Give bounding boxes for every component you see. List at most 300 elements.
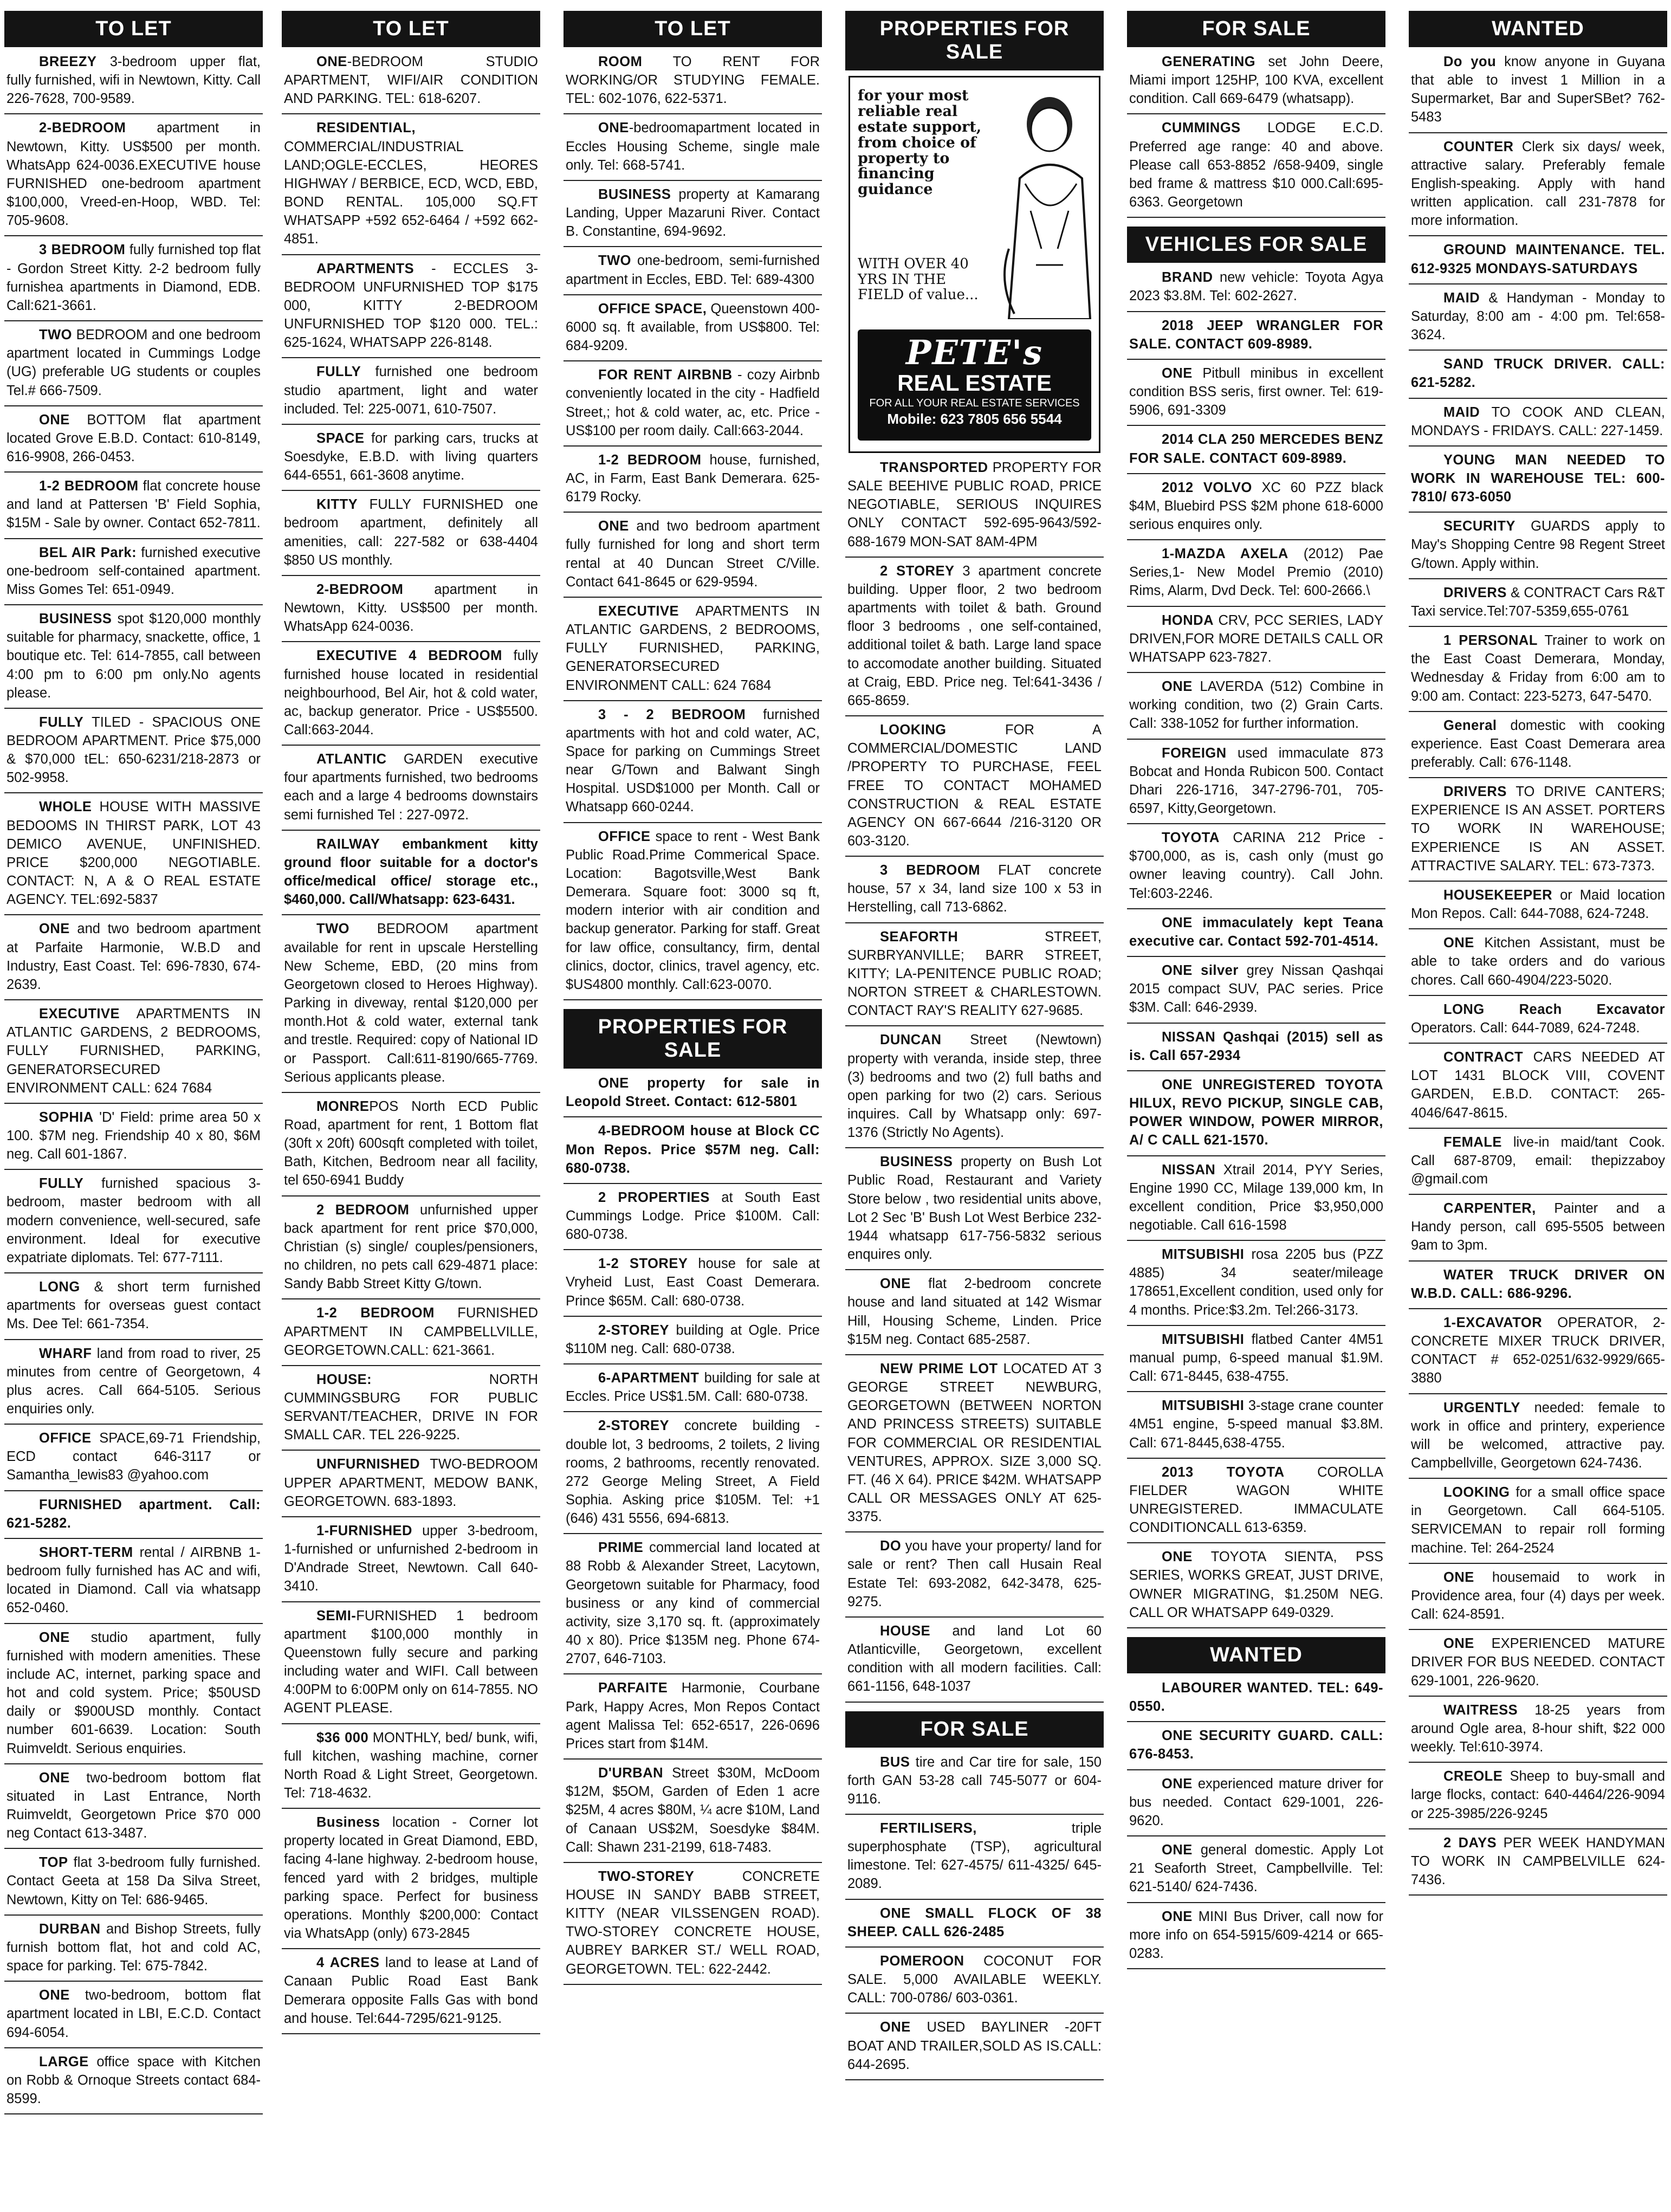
classified-ad bbox=[845, 1153, 1104, 1270]
ad-lead: BUS bbox=[880, 1754, 910, 1770]
ad-body: and two bedroom apartment fully furnished for long and short term rental at 40 Duncan Street C/Ville. Contact 641-8645 or 629-9594. bbox=[566, 519, 820, 590]
ad-body: set John Deere, Miami import 125HP, 100 KVA, excellent condition. Call 669-6479 (whatsapp). bbox=[1129, 54, 1383, 107]
ad-lead: FULLY bbox=[316, 364, 361, 380]
ad-lead: BRAND bbox=[1162, 270, 1213, 286]
classified-ad bbox=[1127, 53, 1385, 114]
ad-lead: 3 BEDROOM bbox=[880, 863, 980, 878]
ad-lead: YOUNG MAN NEEDED TO WORK IN WAREHOUSE TEL: 600-7810/ 673-6050 bbox=[1411, 452, 1665, 505]
ad-body: studio apartment, fully furnished with modern amenities. These include AC, internet, parking space and hot and cold system. Price; $50USD daily or $900USD monthly. Contact number 601-6639. Location: South Ruimveldt. Serious enquiries. bbox=[7, 1629, 261, 1756]
classified-ad bbox=[4, 1174, 263, 1273]
classified-ad bbox=[1409, 1314, 1667, 1394]
ad-body: CRV, PCC SERIES, LADY DRIVEN,FOR MORE DETAILS CALL OR WHATSAPP 623-7827. bbox=[1129, 612, 1383, 665]
ad-body: STREET, SURBRYANVILLE; BARR STREET, KITTY; LA-PENITENCE PUBLIC ROAD; NORTON STREET & CHARLESTOWN. CONTACT RAY'S REALITY 627-9685. bbox=[847, 929, 1102, 1019]
classified-ad bbox=[282, 1954, 540, 2034]
classified-ad bbox=[4, 1853, 263, 1915]
ad-body: 18-25 years from around Ogle area, 8-hour shift, $22 000 weekly. Tel:610-3974. bbox=[1411, 1702, 1665, 1755]
classified-ad bbox=[1127, 829, 1385, 909]
ad-body: land to lease at Land of Canaan Public Road East Bank Demerara opposite Falls Gas with bond and house. Tel:644-7295/621-9125. bbox=[284, 1955, 538, 2026]
ad-body: office space with Kitchen on Robb & Ornoque Streets contact 684-8599. bbox=[7, 2054, 261, 2106]
ad-body: POS North ECD Public Road, apartment for rent, 1 Bottom flat (30ft x 20ft) 600sqft completed with toilet, Bath, Kitchen, Bedroom near all facility, tel 650-6941 Buddy bbox=[284, 1098, 538, 1188]
ad-lead: FOR RENT AIRBNB bbox=[598, 367, 733, 383]
ad-body: TILED - SPACIOUS ONE BEDROOM APARTMENT. Price $75,000 & $70,000 tEL: 650-6231/218-2873 or 502-9958. bbox=[7, 714, 261, 786]
classified-ad bbox=[4, 2053, 263, 2114]
ad-body: TO COOK AND CLEAN, MONDAYS - FRIDAYS. CALL: 227-1459. bbox=[1411, 404, 1665, 438]
ad-lead: URGENTLY bbox=[1443, 1400, 1520, 1415]
ad-body: one-bedroom, semi-furnished apartment in Eccles, EBD. Tel: 689-4300 bbox=[566, 253, 820, 287]
classified-ad bbox=[1127, 1330, 1385, 1392]
ad-body: flatbed Canter 4M51 manual pump, 6-speed manual $1.9M. Call: 671-8445, 638-4755. bbox=[1129, 1331, 1383, 1385]
ad-lead: 2-STOREY bbox=[598, 1418, 670, 1434]
ad-body: TOYOTA SIENTA, PSS SERIES, WORKS GREAT, JUST DRIVE, OWNER MIGRATING, $1.250M NEG. CALL OR WHATSAPP 649-0329. bbox=[1129, 1549, 1383, 1620]
classified-ad bbox=[1409, 1834, 1667, 1896]
ad-body: NORTH CUMMINGSBURG FOR PUBLIC SERVANT/TEACHER, DRIVE IN FOR SMALL CAR. TEL 226-9225. bbox=[284, 1372, 538, 1443]
ad-lead: TOYOTA bbox=[1162, 830, 1220, 846]
ad-body: BEDROOM and one bedroom apartment located in Cummings Lodge (UG) preferable UG students or couples Tel.# 666-7509. bbox=[7, 327, 261, 398]
ad-body: GUARDS apply to May's Shopping Centre 98 Regent Street G/town. Apply within. bbox=[1411, 519, 1665, 571]
ad-body: MONTHLY, bed/ bunk, wifi, full kitchen, washing machine, corner North Road & Light Street, Georgetown. Tel: 718-4632. bbox=[284, 1730, 538, 1801]
ad-body: 3-stage crane counter 4M51 engine, 5-speed manual $3.8M. Call: 671-8445,638-4755. bbox=[1129, 1398, 1383, 1451]
ad-lead: WHOLE bbox=[39, 799, 92, 815]
ad-lead: COUNTER bbox=[1443, 139, 1514, 154]
ad-body: TO RENT FOR WORKING/OR STUDYING FEMALE. TEL: 602-1076, 622-5371. bbox=[566, 54, 820, 107]
ad-lead: 2 BEDROOM bbox=[316, 1202, 410, 1218]
classified-ad bbox=[1409, 1000, 1667, 1044]
classified-ad bbox=[1127, 119, 1385, 218]
ad-lead: POMEROON bbox=[880, 1953, 964, 1969]
ad-lead: SEMI- bbox=[316, 1608, 357, 1624]
ad-body: embankment kitty ground floor suitable for a doctor's office/medical office/ storage etc., $460,000. Call/Whatsapp: 623-6431. bbox=[284, 836, 538, 908]
ad-lead: ONE bbox=[39, 1770, 70, 1786]
ad-body: 3 apartment concrete building. Upper floor, 2 two bedroom apartments with toilet & bath. Ground floor 3 bedrooms , one self-contained, additional toilet & bath. Large land space to accomodate another building. Situated at Craig, EBD. Price neg. Tel:641-3436 / 665-8659. bbox=[847, 563, 1102, 708]
classified-ad bbox=[845, 1753, 1104, 1815]
ad-lead: OFFICE bbox=[598, 829, 651, 844]
classified-ad bbox=[1127, 1841, 1385, 1903]
classified-ad bbox=[845, 1360, 1104, 1532]
ad-lead: LARGE bbox=[39, 2054, 89, 2069]
ad-body: -BEDROOM STUDIO APARTMENT, WIFI/AIR CONDITION AND PARKING. TEL: 618-6207. bbox=[284, 54, 538, 107]
classified-ad bbox=[282, 1304, 540, 1366]
classified-ad bbox=[1409, 934, 1667, 995]
ad-lead: TWO-STOREY bbox=[598, 1868, 695, 1884]
ad-lead: 2014 CLA 250 MERCEDES BENZ FOR SALE. CONTACT 609-8989. bbox=[1129, 432, 1383, 466]
ad-lead: ONE bbox=[598, 519, 629, 534]
ad-lead: HONDA bbox=[1162, 612, 1214, 628]
ad-body: Painter and a Handy person, call 695-5505 between 9am to 3pm. bbox=[1411, 1201, 1665, 1253]
classified-ad bbox=[564, 1417, 822, 1534]
ad-lead: SOPHIA bbox=[39, 1109, 94, 1125]
classified-ad bbox=[564, 1321, 822, 1364]
ad-body: Xtrail 2014, PYY Series, Engine 1990 CC, Milage 139,000 km, In excellent condition, Price $3,950,000 negotiable. Call 616-1598 bbox=[1129, 1162, 1383, 1233]
ad-body: FURNISHED 1 bedroom apartment $100,000 monthly in Queenstown fully secure and parking including water and WIFI. Call between 4:00PM to 6:00PM only on 614-7855. NO AGENT PLEASE. bbox=[284, 1608, 538, 1716]
classified-ad bbox=[564, 602, 822, 701]
classified-ad bbox=[845, 458, 1104, 558]
ad-lead: 2012 VOLVO bbox=[1162, 480, 1252, 495]
ad-lead: ONE bbox=[1443, 935, 1474, 951]
ad-body: 'D' Field: prime area 50 x 100. $7M neg. Friendship 40 x 80, $6M neg. Call 601-1867. bbox=[7, 1109, 261, 1162]
classified-ad bbox=[282, 646, 540, 746]
ad-lead: 1-MAZDA AXELA bbox=[1162, 546, 1288, 562]
column-1 bbox=[4, 11, 263, 2203]
ad-lead: FURNISHED apartment. Call: 621-5282. bbox=[7, 1497, 261, 1531]
ad-lead: CARPENTER, bbox=[1443, 1201, 1536, 1217]
ad-body: fully furnished top flat - Gordon Street Kitty. 2-2 bedroom fully furnishea apartments in Diamond, EDB. Call:621-3661. bbox=[7, 242, 261, 313]
ad-body: & short term furnished apartments for overseas guest contact Ms. Dee Tel: 661-7354. bbox=[7, 1279, 261, 1332]
classified-ad bbox=[1127, 1726, 1385, 1770]
ad-lead: SEAFORTH bbox=[880, 929, 958, 945]
classified-ad bbox=[4, 1005, 263, 1104]
ad-lead: HOUSE: bbox=[316, 1372, 372, 1387]
ad-lead: 1-FURNISHED bbox=[316, 1523, 412, 1538]
ad-lead: KITTY bbox=[316, 497, 358, 513]
ad-lead: LONG bbox=[39, 1279, 80, 1295]
ad-body: MINI Bus Driver, call now for more info on 654-5915/609-4214 or 665-0283. bbox=[1129, 1909, 1383, 1961]
ad-body: - cozy Airbnb conveniently located in the city - Hadfield Street,; hot & cold water, ac, etc. Price - US$100 per room daily. Call:663-2044. bbox=[566, 367, 820, 438]
ad-lead: 2018 JEEP WRANGLER FOR SALE. CONTACT 609-8989. bbox=[1129, 318, 1383, 352]
ad-body: used immaculate 873 Bobcat and Honda Rubicon 500. Contact Dhari 226-1716, 347-2796-701, 705-6597, Kitty,Georgetown. bbox=[1129, 745, 1383, 816]
ad-lead: ONE SMALL FLOCK OF 38 SHEEP. CALL 626-2485 bbox=[847, 1905, 1102, 1939]
classified-ad bbox=[845, 1537, 1104, 1618]
ad-body: furnished executive one-bedroom self-contained apartment. Miss Gomes Tel: 651-0949. bbox=[7, 545, 261, 597]
ad-body: and land Lot 60 Atlanticville, Georgetown, excellent condition with all modern facilities. Call: 661-1156, 648-1037 bbox=[847, 1623, 1102, 1694]
ad-body: rental / AIRBNB 1-bedroom fully furnished has AC and wifi, located in Diamond. Call via whatsapp 652-0460. bbox=[7, 1544, 261, 1616]
ad-lead: ONE silver bbox=[1162, 963, 1239, 979]
classified-ad bbox=[564, 300, 822, 361]
section-header: PROPERTIES FOR SALE bbox=[564, 1009, 822, 1069]
ad-lead: 1-2 BEDROOM bbox=[598, 452, 702, 468]
ad-lead: LOOKING bbox=[1443, 1485, 1510, 1500]
ad-body: you have your property/ land for sale or rent? Then call Husain Real Estate Tel: 693-2082, 642-3478, 625-9275. bbox=[847, 1538, 1102, 1609]
ad-body: spot $120,000 monthly suitable for pharmacy, snackette, office, 1 boutique etc. Tel: 614-7855, call between 4:00 pm to 6:00 pm only.No agents please. bbox=[7, 611, 261, 701]
classified-ad bbox=[564, 451, 822, 513]
ad-lead: ROOM bbox=[598, 54, 643, 69]
classified-ad bbox=[845, 1952, 1104, 2014]
classified-ad bbox=[1127, 1907, 1385, 1969]
ad-lead: ONE bbox=[880, 1276, 911, 1292]
ad-lead: 4-BEDROOM house at Block CC Mon Repos. Price $57M neg. Call: 680-0738. bbox=[566, 1123, 820, 1176]
ad-body: FLAT concrete house, 57 x 34, land size 100 x 53 in Herstelling, call 713-6862. bbox=[847, 863, 1102, 915]
ad-lead: 1 PERSONAL bbox=[1443, 633, 1538, 649]
ad-body: Kitchen Assistant, must be able to take orders and do various chores. Call 660-4904/223-5020. bbox=[1411, 935, 1665, 988]
ad-lead: ATLANTIC bbox=[316, 752, 387, 767]
ad-lead: General bbox=[1443, 717, 1497, 733]
ad-body: TO DRIVE CANTERS; EXPERIENCE IS AN ASSET. PORTERS TO WORK IN WAREHOUSE; EXPERIENCE IS AN ASSET. ATTRACTIVE SALARY. TEL: 673-7373. bbox=[1411, 784, 1665, 874]
classified-ad bbox=[1409, 1266, 1667, 1309]
classified-ad bbox=[1409, 517, 1667, 579]
classified-ad bbox=[1409, 1133, 1667, 1195]
ad-body: furnished apartments with hot and cold water, AC, Space for parking on Cummings Street near G/Town and Balwant Singh Hospital. USD$1000 per Month. Call or Whatsapp 660-0244. bbox=[566, 707, 820, 815]
ad-lead: WAITRESS bbox=[1443, 1702, 1518, 1718]
classified-ad bbox=[564, 1074, 822, 1117]
ad-lead: UNFURNISHED bbox=[316, 1457, 420, 1472]
section-header: FOR SALE bbox=[845, 1711, 1104, 1748]
ad-body: location - Corner lot property located in Great Diamond, EBD, facing 4-lane highway. 2-bedroom house, fenced yard with 2 bridges, multiple parking space. Perfect for business operations. Monthly $200,000: Contact via WhatsApp (only) 673-2845 bbox=[284, 1815, 538, 1942]
ad-body: CARS NEEDED AT LOT 1431 BLOCK VIII, COVENT GARDEN, E.B.D. CONTACT: 265-4046/647-8615. bbox=[1411, 1050, 1665, 1121]
classified-ad bbox=[564, 1679, 822, 1760]
ad-lead: RESIDENTIAL, bbox=[316, 120, 416, 136]
ad-lead: FULLY bbox=[39, 1176, 84, 1192]
classified-ad bbox=[4, 544, 263, 605]
ad-body: building at Ogle. Price $110M neg. Call: 680-0738. bbox=[566, 1322, 820, 1356]
ad-lead: MITSUBISHI bbox=[1162, 1247, 1245, 1263]
real-estate-promo-ad bbox=[849, 76, 1100, 453]
ad-body: flat concrete house and land at Pattersen 'B' Field Sophia, $15M - Sale by owner. Contact 652-7811. bbox=[7, 478, 261, 531]
ad-body: apartment in Newtown, Kitty. US$500 per month. WhatsApp 624-0036.EXECUTIVE house FURNISHED one-bedroom apartment $100,000, Vreed-en-Hoop, WBD. Tel: 705-9608. bbox=[7, 120, 261, 229]
ad-lead: 2 DAYS bbox=[1443, 1835, 1497, 1851]
ad-lead: BUSINESS bbox=[880, 1154, 953, 1170]
section-header: WANTED bbox=[1409, 11, 1667, 47]
ad-lead: FEMALE bbox=[1443, 1134, 1502, 1150]
classified-ad bbox=[564, 827, 822, 1000]
ad-lead: MAID bbox=[1443, 290, 1480, 306]
ad-lead: ONE bbox=[1162, 1776, 1193, 1791]
ad-body: & CONTRACT Cars R&T Taxi service.Tel:707-5359,655-0761 bbox=[1411, 585, 1665, 619]
ad-body: BEDROOM apartment available for rent in upscale Herstelling New Scheme, EBD, (20 mins from Georgetown closed to Heroes Highway). Parking in diveway, rental $120,000 per month.Hot & cold water, external tank and trestle. Required: copy of National ID or Passport. Call:611-8190/665-7769. Serious applicants please. bbox=[284, 921, 538, 1085]
ad-lead: DURBAN bbox=[39, 1921, 101, 1937]
ad-body: Operators. Call: 644-7089, 624-7248. bbox=[1411, 1020, 1640, 1036]
ad-lead: PARFAITE bbox=[598, 1680, 668, 1696]
ad-lead: TOP bbox=[39, 1855, 68, 1871]
ad-lead: 1-2 BEDROOM bbox=[39, 478, 139, 494]
ad-lead: GROUND MAINTENANCE. TEL. 612-9325 MONDAYS-SATURDAYS bbox=[1411, 242, 1665, 276]
ad-body: concrete building - double lot, 3 bedrooms, 2 toilets, 2 living rooms, 2 bathrooms, recently renovated. 272 George Meling Street, A Field Sophia. Asking price $105M. Tel: +1 (646) 431 5556, 694-6813. bbox=[566, 1418, 820, 1527]
ad-body: Trainer to work on the East Coast Demerara, Monday, Wednesday & Friday from 6:00 am to 9:00 am. Contact: 223-5273, 647-5470. bbox=[1411, 633, 1666, 704]
classified-ad bbox=[564, 251, 822, 295]
ad-lead: HOUSEKEEPER bbox=[1443, 887, 1553, 903]
ad-lead: ONE SECURITY GUARD. CALL: 676-8453. bbox=[1129, 1728, 1383, 1762]
ad-body: unfurnished upper back apartment for rent price $70,000, Christian (s) single/ couples/pensioners, no children, no pets call 629-4871 place: Sandy Babb Street Kitty G/town. bbox=[284, 1202, 538, 1292]
ad-body: space to rent - West Bank Public Road.Prime Commerical Space. Location: Bagotsville,West Bank Demerara. Square foot: 3000 sq ft, modern interior with air condition and backup generator. Parking for staff. Great for law office, consultancy, firm, dental clinics, doctor, clinics, travel agency, etc. $US4800 monthly. Call:623-0070. bbox=[566, 829, 820, 992]
ad-lead: 1-2 BEDROOM bbox=[316, 1305, 435, 1321]
ad-lead: ONE bbox=[1162, 1842, 1193, 1858]
column-2 bbox=[282, 11, 540, 2203]
ad-lead: TWO bbox=[316, 921, 349, 937]
classified-ad bbox=[564, 1538, 822, 1674]
classified-ad bbox=[1409, 886, 1667, 929]
classified-ad bbox=[1127, 268, 1385, 312]
classified-ad bbox=[845, 562, 1104, 716]
ad-body: live-in maid/tant Cook. Call 687-8709, email: thepizzaboy @gmail.com bbox=[1411, 1134, 1665, 1187]
ad-lead: FOREIGN bbox=[1162, 745, 1227, 761]
ad-body: apartment in Newtown, Kitty. US$500 per month. WhatsApp 624-0036. bbox=[284, 581, 538, 635]
classified-ad bbox=[564, 366, 822, 447]
classified-ad bbox=[1127, 364, 1385, 426]
ad-body: two-bedroom bottom flat situated in Last Entrance, North Ruimveldt, Georgetown Price $70 000 neg Contact 613-3487. bbox=[7, 1770, 261, 1841]
promo-tagline: for your most reliable real estate support, from choice of property to financing guidance bbox=[858, 87, 982, 198]
ad-lead: SAND TRUCK DRIVER. CALL: 621-5282. bbox=[1411, 357, 1665, 391]
classified-ad bbox=[1127, 914, 1385, 957]
classified-ad bbox=[4, 1108, 263, 1170]
classified-ad bbox=[4, 326, 263, 406]
classified-ad bbox=[282, 835, 540, 916]
classified-ad bbox=[4, 53, 263, 114]
classified-ad bbox=[4, 477, 263, 539]
ad-lead: TWO bbox=[39, 327, 72, 343]
ad-lead: BUSINESS bbox=[39, 611, 112, 627]
classified-ad bbox=[282, 1455, 540, 1517]
ad-body: LAVERDA (512) Combine in working condition, two (2) Grain Carts. Call: 338-1052 for further information. bbox=[1129, 679, 1383, 732]
ad-lead: MONRE bbox=[316, 1098, 370, 1114]
ad-body: fully furnished house located in residential neighbourhood, Bel Air, hot & cold water, ac, backup generator. Price - US$5500. Call:663-2044. bbox=[284, 648, 538, 738]
classified-ad bbox=[4, 241, 263, 321]
classified-ad bbox=[282, 429, 540, 491]
ad-lead: 4 ACRES bbox=[316, 1955, 380, 1971]
ad-lead: MAID bbox=[1443, 404, 1480, 420]
ad-body: (2012) Pae Series,1- New Model Premio (2010) Rims, Alarm, Dvd Deck. Tel: 600-2666.\ bbox=[1129, 546, 1383, 599]
promo-mobile: Mobile: 623 7805 656 5544 bbox=[887, 411, 1062, 427]
ad-lead: ONE bbox=[39, 412, 70, 428]
classified-ad bbox=[1127, 744, 1385, 825]
ad-body: Harmonie, Courbane Park, Happy Acres, Mon Repos Contact agent Malissa Tel: 652-6517, 226-0696 Prices start from $14M. bbox=[566, 1680, 820, 1751]
ad-body: upper 3-bedroom, 1-furnished or unfurnished 2-bedroom in D'Andrade Street, Newtown. Call 640-3410. bbox=[284, 1523, 538, 1594]
ad-body: 3-bedroom upper flat, fully furnished, wifi in Newtown, Kitty. Call 226-7628, 700-9589. bbox=[7, 54, 261, 107]
promo-slogan: FOR ALL YOUR REAL ESTATE SERVICES bbox=[869, 397, 1080, 409]
ad-lead: NISSAN bbox=[1162, 1162, 1216, 1178]
ad-body: domestic with cooking experience. East Coast Demerara area preferably. Call: 676-1148. bbox=[1411, 717, 1665, 770]
classified-ad bbox=[845, 2018, 1104, 2080]
ad-body: Sheep to buy-small and large flocks, contact: 640-4464/226-9094 or 225-3985/226-9245 bbox=[1411, 1769, 1665, 1821]
classified-ad bbox=[1127, 1548, 1385, 1628]
ad-body: flat 2-bedroom concrete house and land situated at 142 Wismar Hill, Housing Scheme, Linden. Price $15M neg. Contact 685-2587. bbox=[847, 1276, 1102, 1347]
classified-ad bbox=[1127, 1076, 1385, 1156]
classified-ad bbox=[4, 610, 263, 709]
ad-lead: ONE bbox=[1162, 365, 1193, 381]
ad-lead: ONE property for sale in Leopold Street. Contact: 612-5801 bbox=[566, 1076, 820, 1110]
ad-lead: WATER TRUCK DRIVER ON W.B.D. CALL: 686-9296. bbox=[1411, 1267, 1665, 1301]
ad-lead: BREEZY bbox=[39, 54, 97, 69]
classified-ad bbox=[1409, 451, 1667, 513]
classified-ad bbox=[564, 1764, 822, 1863]
ad-body: tire and Car tire for sale, 150 forth GAN 53-28 call 745-5077 or 604-9116. bbox=[847, 1754, 1102, 1807]
classified-ad bbox=[845, 861, 1104, 923]
ad-lead: 3 - 2 BEDROOM bbox=[598, 707, 746, 722]
ad-lead: FULLY bbox=[39, 714, 84, 730]
classified-ad bbox=[1127, 961, 1385, 1023]
ad-lead: CONTRACT bbox=[1443, 1050, 1524, 1065]
classified-ad bbox=[4, 1628, 263, 1764]
section-header: TO LET bbox=[282, 11, 540, 47]
classified-ad bbox=[4, 798, 263, 915]
ad-lead: 3 BEDROOM bbox=[39, 242, 126, 258]
ad-body: commercial land located at 88 Robb & Alexander Street, Lacytown, Georgetown suitable for Pharmacy, food business or any kind of commercial activity, size 3,170 sq. ft. (approximately 40 x 80). Price $135M neg. Phone 674-2707, 646-7103. bbox=[566, 1540, 820, 1667]
promo-brand: PETE's bbox=[905, 333, 1044, 372]
ad-lead: FERTILISERS, bbox=[880, 1821, 977, 1836]
ad-lead: 1-EXCAVATOR bbox=[1443, 1315, 1543, 1330]
ad-body: - ECCLES 3-BEDROOM UNFURNISHED TOP $175 000, KITTY 2-BEDROOM UNFURNISHED TOP $120 000. TEL.: 625-1624, WHATSAPP 226-8148. bbox=[284, 261, 538, 351]
classified-ad bbox=[1409, 1399, 1667, 1479]
ad-body: Clerk six days/ week, attractive salary. Preferably female English-speaking. Apply with hand written application. call 231-7878 for more information. bbox=[1411, 139, 1665, 229]
classified-ad bbox=[564, 1867, 822, 1985]
ad-lead: SHORT-TERM bbox=[39, 1544, 133, 1560]
classified-ad bbox=[564, 119, 822, 180]
classified-ad bbox=[282, 920, 540, 1092]
classified-ad bbox=[1409, 241, 1667, 284]
ad-body: furnished spacious 3-bedroom, master bedroom with all modern convenience, well-secured, safe environment. Ideal for executive expatriate diplomats. Tel: 677-7111. bbox=[7, 1176, 261, 1265]
column-4 bbox=[845, 11, 1104, 2203]
ad-lead: 1-2 STOREY bbox=[598, 1256, 688, 1272]
ad-body: house for sale at Vryheid Lust, East Coast Demerara. Prince $65M. Call: 680-0738. bbox=[566, 1256, 820, 1309]
promo-brand-sub: REAL ESTATE bbox=[897, 370, 1052, 396]
ad-body: PER WEEK HANDYMAN TO WORK IN CAMPBELVILLE 624-7436. bbox=[1411, 1835, 1665, 1887]
classified-ad bbox=[1127, 1245, 1385, 1326]
ad-lead: D'URBAN bbox=[598, 1765, 664, 1781]
classified-ad bbox=[845, 1031, 1104, 1148]
classified-ad bbox=[1409, 1048, 1667, 1129]
classified-ad bbox=[282, 1370, 540, 1451]
classified-ad bbox=[1409, 53, 1667, 133]
ad-lead: APARTMENTS bbox=[316, 261, 414, 276]
classified-ad bbox=[1127, 1028, 1385, 1071]
classified-ad bbox=[282, 1729, 540, 1809]
ad-body: CARINA 212 Price - $700,000, as is, cash only (must go owner leaving country). Call John. Tel:603-2246. bbox=[1129, 830, 1383, 901]
ad-lead: LONG Reach Excavator bbox=[1443, 1001, 1665, 1017]
ad-lead: CUMMINGS bbox=[1162, 120, 1241, 136]
ad-body: COCONUT FOR SALE. 5,000 AVAILABLE WEEKLY. CALL: 700-0786/ 603-0361. bbox=[847, 1953, 1102, 2006]
classified-ad bbox=[282, 1201, 540, 1300]
classified-ad bbox=[4, 1543, 263, 1624]
ad-body: flat 3-bedroom fully furnished. Contact Geeta at 158 Da Silva Street, Newtown, Kitty on Tel: 686-9465. bbox=[7, 1855, 261, 1907]
ad-lead: 2-STOREY bbox=[598, 1322, 670, 1338]
classified-ad bbox=[282, 1813, 540, 1949]
ad-body: Street $30M, McDoom $12M, $5OM, Garden of Eden 1 acre $25M, 4 acres $80M, ¼ acre $10M, Land of Canaan US$2M, Soesdyke $84M. Call: Shawn 231-2199, 618-7483. bbox=[566, 1765, 820, 1855]
ad-lead: RAILWAY bbox=[316, 836, 380, 852]
classified-ad bbox=[4, 713, 263, 794]
classified-ad bbox=[282, 119, 540, 255]
classified-ad bbox=[845, 1622, 1104, 1703]
ad-lead: ONE bbox=[1443, 1569, 1474, 1585]
ad-body: two-bedroom, bottom flat apartment located in LBI, E.C.D. Contact 694-6054. bbox=[7, 1988, 261, 2040]
ad-body: or Maid location Mon Repos. Call: 644-7088, 624-7248. bbox=[1411, 887, 1665, 922]
ad-body: HOUSE WITH MASSIVE BEDOOMS IN THIRST PARK, LOT 43 DEMICO AVENUE, UNFINISHED. PRICE $200,000 NEGOTIABLE. CONTACT: N, A & O REAL ESTATE AGENCY. TEL:692-5837 bbox=[7, 799, 261, 908]
ad-lead: LOOKING bbox=[880, 722, 947, 738]
ad-lead: BEL AIR Park: bbox=[39, 545, 137, 560]
ad-lead: SECURITY bbox=[1443, 519, 1515, 534]
classified-ad bbox=[1127, 545, 1385, 606]
classified-ad bbox=[564, 1188, 822, 1250]
ad-lead: NEW PRIME LOT bbox=[880, 1361, 998, 1376]
ad-body: grey Nissan Qashqai 2015 compact SUV, PAC series. Price $3M. Call: 646-2939. bbox=[1129, 963, 1383, 1016]
section-header: WANTED bbox=[1127, 1637, 1385, 1673]
ad-lead: OFFICE SPACE, bbox=[598, 301, 707, 316]
ad-lead: ONE bbox=[1162, 679, 1193, 695]
classified-ad bbox=[1409, 138, 1667, 237]
classified-ad bbox=[845, 721, 1104, 857]
ad-lead: DUNCAN bbox=[880, 1032, 942, 1048]
classified-ad bbox=[282, 1607, 540, 1724]
classified-ad bbox=[4, 1278, 263, 1340]
ad-lead: OFFICE bbox=[39, 1431, 92, 1446]
ad-body: LOCATED AT 3 GEORGE STREET NEWBURG, GEORGETOWN (BETWEEN NORTON AND PRINCESS STREETS) SUITABLE FOR COMMERCIAL OR RESIDENTIAL VENTURES, APPROX. SIZE 3,000 SQ. FT. (46 X 64). PRICE $42M. WHATSAPP CALL OR MESSAGES ONLY AT 625-3375. bbox=[847, 1361, 1102, 1525]
ad-lead: 6-APARTMENT bbox=[598, 1370, 700, 1386]
classified-ad bbox=[1127, 316, 1385, 360]
classified-ad bbox=[1409, 1701, 1667, 1763]
classified-ad bbox=[4, 1769, 263, 1849]
ad-lead: EXECUTIVE bbox=[598, 603, 679, 619]
classified-ad bbox=[1409, 1199, 1667, 1261]
ad-body: & Handyman - Monday to Saturday, 8:00 am - 4:00 pm. Tel:658-3624. bbox=[1411, 290, 1665, 343]
ad-body: Pitbull minibus in excellent condition BSS seris, first owner. Tel: 619-5906, 691-3309 bbox=[1129, 365, 1383, 418]
ad-lead: DRIVERS bbox=[1443, 585, 1507, 600]
classified-ad bbox=[564, 185, 822, 247]
ad-body: and Bishop Streets, fully furnish bottom flat, hot and cold AC, space for parking. Tel: 675-7842. bbox=[7, 1921, 261, 1974]
ad-body: BOTTOM flat apartment located Grove E.B.D. Contact: 610-8149, 616-9908, 266-0453. bbox=[7, 412, 261, 464]
classified-ad bbox=[845, 928, 1104, 1027]
ad-body: COMMERCIAL/INDUSTRIAL LAND;OGLE-ECCLES, HEORES HIGHWAY / BERBICE, ECD, WCD, EBD, BOND RENTAL. 105,000 SQ.FT WHATSAPP +592 652-6464 / +592 662-4851. bbox=[284, 139, 538, 247]
ad-lead: ONE bbox=[39, 1988, 70, 2003]
ad-body: housemaid to work in Providence area, four (4) days per week. Call: 624-8591. bbox=[1411, 1569, 1665, 1622]
ad-body: CONCRETE HOUSE IN SANDY BABB STREET, KITTY (NEAR VILSSENGEN ROAD). TWO-STOREY CONCRETE HOUSE, AUBREY BARKER ST./ WELL ROAD, GEORGETOWN. TEL: 622-2442. bbox=[566, 1868, 820, 1977]
ad-body: experienced mature driver for bus needed. Contact 629-1001, 226-9620. bbox=[1129, 1776, 1383, 1828]
ad-lead: ONE bbox=[316, 54, 347, 69]
